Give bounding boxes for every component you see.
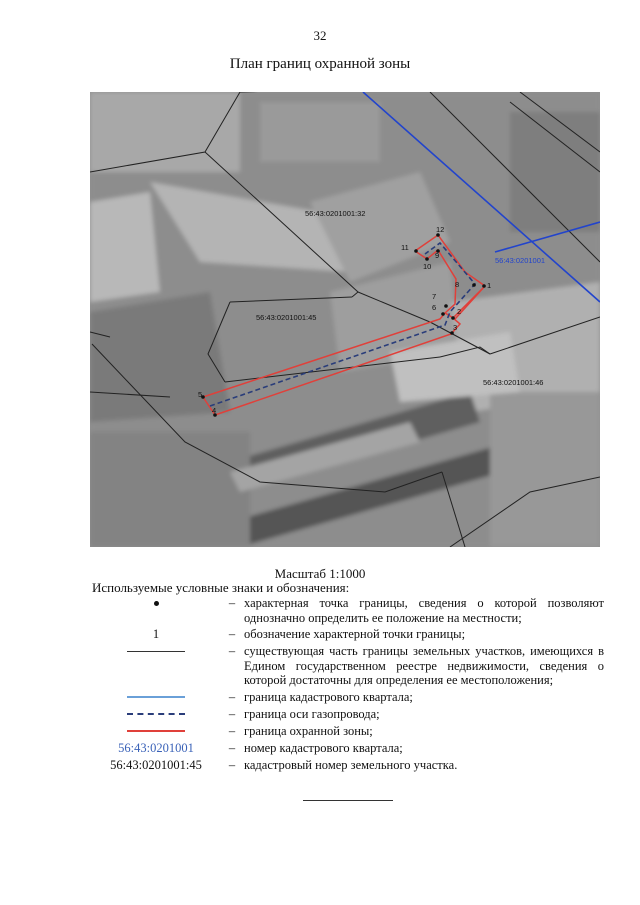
red-line-icon [127, 730, 185, 732]
point-label-4: 4 [212, 406, 217, 415]
point-label-12: 12 [436, 225, 445, 234]
parcel-label-46: 56:43:0201001:46 [483, 378, 544, 387]
legend-dash: – [228, 757, 236, 772]
legend-row-point [92, 596, 604, 625]
legend-row-quarter-boundary [92, 690, 604, 705]
black-line-icon [127, 651, 185, 652]
legend-text: обозначение характерной точки границы; [244, 627, 466, 641]
legend-text: номер кадастрового квартала; [244, 740, 403, 755]
legend-symbol-red-line [92, 724, 220, 739]
legend-symbol-black-line [92, 644, 220, 659]
parcel-label-32: 56:43:0201001:32 [305, 209, 366, 218]
legend-dash: – [228, 740, 236, 755]
legend-symbol-parcel-number: 56:43:0201001:45 [110, 757, 202, 772]
legend-row-protection-zone [92, 724, 604, 739]
legend-text: существующая часть границы земельных участков, имеющихся в Едином государственном реестре недвижимости, сведения о которой достаточны для определения ее местоположения; [244, 644, 604, 687]
point-label-2: 2 [457, 307, 462, 316]
legend-row-point-number [92, 627, 604, 642]
legend-text: граница охранной зоны; [244, 723, 373, 738]
aerial-imagery [90, 92, 600, 547]
page-title: План границ охранной зоны [229, 56, 411, 72]
legend-dash: – [228, 627, 236, 641]
legend-text: граница кадастрового квартала; [244, 689, 413, 704]
point-dot-icon [154, 601, 159, 606]
map-frame [90, 92, 600, 547]
legend-dash: – [228, 706, 236, 721]
point-label-7: 7 [432, 292, 437, 301]
legend-dash: – [228, 689, 236, 704]
legend-heading: Используемые условные знаки и обозначения: [92, 580, 350, 595]
legend-text: граница оси газопровода; [244, 706, 380, 721]
legend-text: кадастровый номер земельного участка. [244, 757, 458, 772]
parcel-label-45: 56:43:0201001:45 [256, 313, 317, 322]
legend-text: характерная точка границы, сведения о которой позволяют однозначно определить ее положение на местности; [244, 596, 604, 625]
scale-label: Масштаб 1:1000 [274, 566, 366, 581]
legend [92, 596, 604, 775]
signature-rule [303, 800, 393, 801]
legend-symbol-number: 1 [152, 627, 160, 642]
legend-row-quarter-number [92, 741, 604, 756]
point-label-5: 5 [198, 390, 203, 399]
page-number: 32 [313, 28, 327, 43]
point-label-11: 11 [401, 243, 409, 252]
legend-symbol-quarter-number: 56:43:0201001 [118, 740, 194, 755]
legend-dash: – [228, 723, 236, 738]
quarter-label: 56:43:0201001 [495, 256, 546, 265]
legend-symbol-dot [92, 596, 220, 611]
boundary-plan-map [90, 92, 600, 547]
legend-row-gas-axis [92, 707, 604, 722]
dashed-line-icon [127, 713, 185, 715]
legend-dash: – [228, 596, 236, 610]
legend-row-parcel-number [92, 758, 604, 773]
point-label-8: 8 [455, 280, 460, 289]
point-label-6: 6 [432, 303, 437, 312]
point-label-9: 9 [435, 251, 440, 260]
legend-row-parcel-boundary [92, 644, 604, 688]
point-label-10: 10 [423, 262, 432, 271]
legend-symbol-blue-line [92, 690, 220, 705]
point-label-1: 1 [487, 281, 492, 290]
legend-symbol-dashed-line [92, 707, 220, 722]
blue-line-icon [127, 696, 185, 698]
point-label-3: 3 [453, 323, 458, 332]
legend-dash: – [228, 644, 236, 658]
